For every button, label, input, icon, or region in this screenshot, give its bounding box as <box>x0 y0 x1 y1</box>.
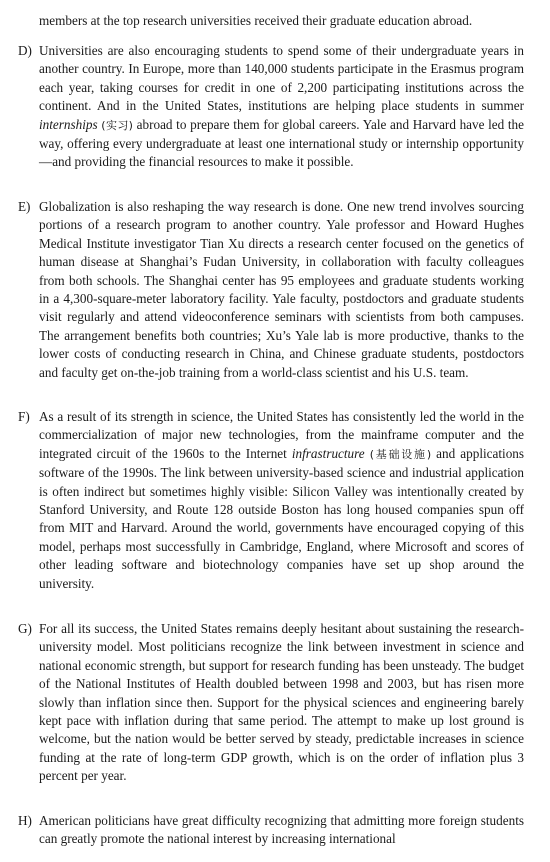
paragraph-letter: E) <box>18 199 31 214</box>
chinese-gloss: (基础设施) <box>369 447 432 461</box>
paragraph-letter: H) <box>18 813 32 828</box>
paragraph-text-part: As a result of its strength in science, the United States has consistently led the world in the commercialization of major new technologies, from the mainframe computer and the integrated circuit of the 1960s to the Internet <box>39 409 524 461</box>
paragraph-text-part: Universities are also encouraging students to spend some of their undergraduate years in another country. In Europe, more than 140,000 students participate in the Erasmus program each year, taking courses for credit in one of 2,200 participating institutions across the continent. And in the United States, institutions are helping place students in summer <box>39 43 524 114</box>
paragraph-letter: G) <box>18 621 32 636</box>
chinese-gloss: (实习) <box>101 118 133 132</box>
paragraph-g <box>18 620 524 786</box>
paragraph-d <box>18 42 524 172</box>
paragraph-text-part: abroad to prepare them for global careers. Yale and Harvard have led the way, offering every undergraduate at least one international study or internship opportunity—and providing the financial resources to make it possible. <box>39 116 525 170</box>
paragraph-letter: F) <box>18 409 30 424</box>
paragraph-text <box>39 42 524 172</box>
paragraph-text <box>39 408 524 593</box>
paragraph-f <box>18 408 524 593</box>
paragraph-text: For all its success, the United States remains deeply hesitant about sustaining the research-university model. Most politicians recognize the link between investment in science and national economic strength, but support for research funding has been unsteady. The budget of the National Institutes of Health doubled between 1998 and 2003, but has risen more slowly than inflation since then. Support for the physical sciences and engineering barely kept pace with inflation during that same period. The attempt to make up lost ground is welcome, but the nation would be better served by steady, predictable increases in science funding at the rate of long-term GDP growth, which is on the order of inflation plus 3 percent per year. <box>39 621 524 784</box>
paragraph-e <box>18 198 524 382</box>
paragraph-text: Globalization is also reshaping the way research is done. One new trend involves sourcing portions of a research program to another country. Yale professor and Howard Hughes Medical Institute investigator Tian Xu directs a research center focused on the genetics of human disease at Shanghai’s Fudan University, in collaboration with faculty colleagues from both schools. The Shanghai center has 95 employees and graduate students working in a 4,300-square-meter laboratory facility. Yale faculty, postdoctors and graduate students visit regularly and attend videoconference seminars with scientists from both campuses. The arrangement benefits both countries; Xu’s Yale lab is more productive, thanks to the lower costs of conducting research in China, and Chinese graduate students, postdoctors and faculty get on-the-job training from a world-class scientist and his U.S. team. <box>39 199 524 380</box>
paragraph-h <box>18 812 524 849</box>
lead-continuation-text: members at the top research universities received their graduate education abroad. <box>39 13 473 28</box>
italic-term: infrastructure <box>291 445 365 461</box>
paragraph-text-part: and applications software of the 1990s. The link between university-based science and industrial application is often indirect but sometimes highly visible: Silicon Valley was intentionally created by Stanford University, and Route 128 outside Boston has long housed companies spun off from MIT and Harvard. Around the world, governments have encouraged copying of this model, perhaps most successfully in Cambridge, England, where Microsoft and scores of other leading software and biotechnology companies have set up shop around the university. <box>39 445 525 591</box>
italic-term: internships <box>39 116 98 132</box>
paragraph-text: American politicians have great difficulty recognizing that admitting more foreign students can greatly promote the national interest by increasing international <box>39 813 524 847</box>
paragraph-letter: D) <box>18 43 32 58</box>
